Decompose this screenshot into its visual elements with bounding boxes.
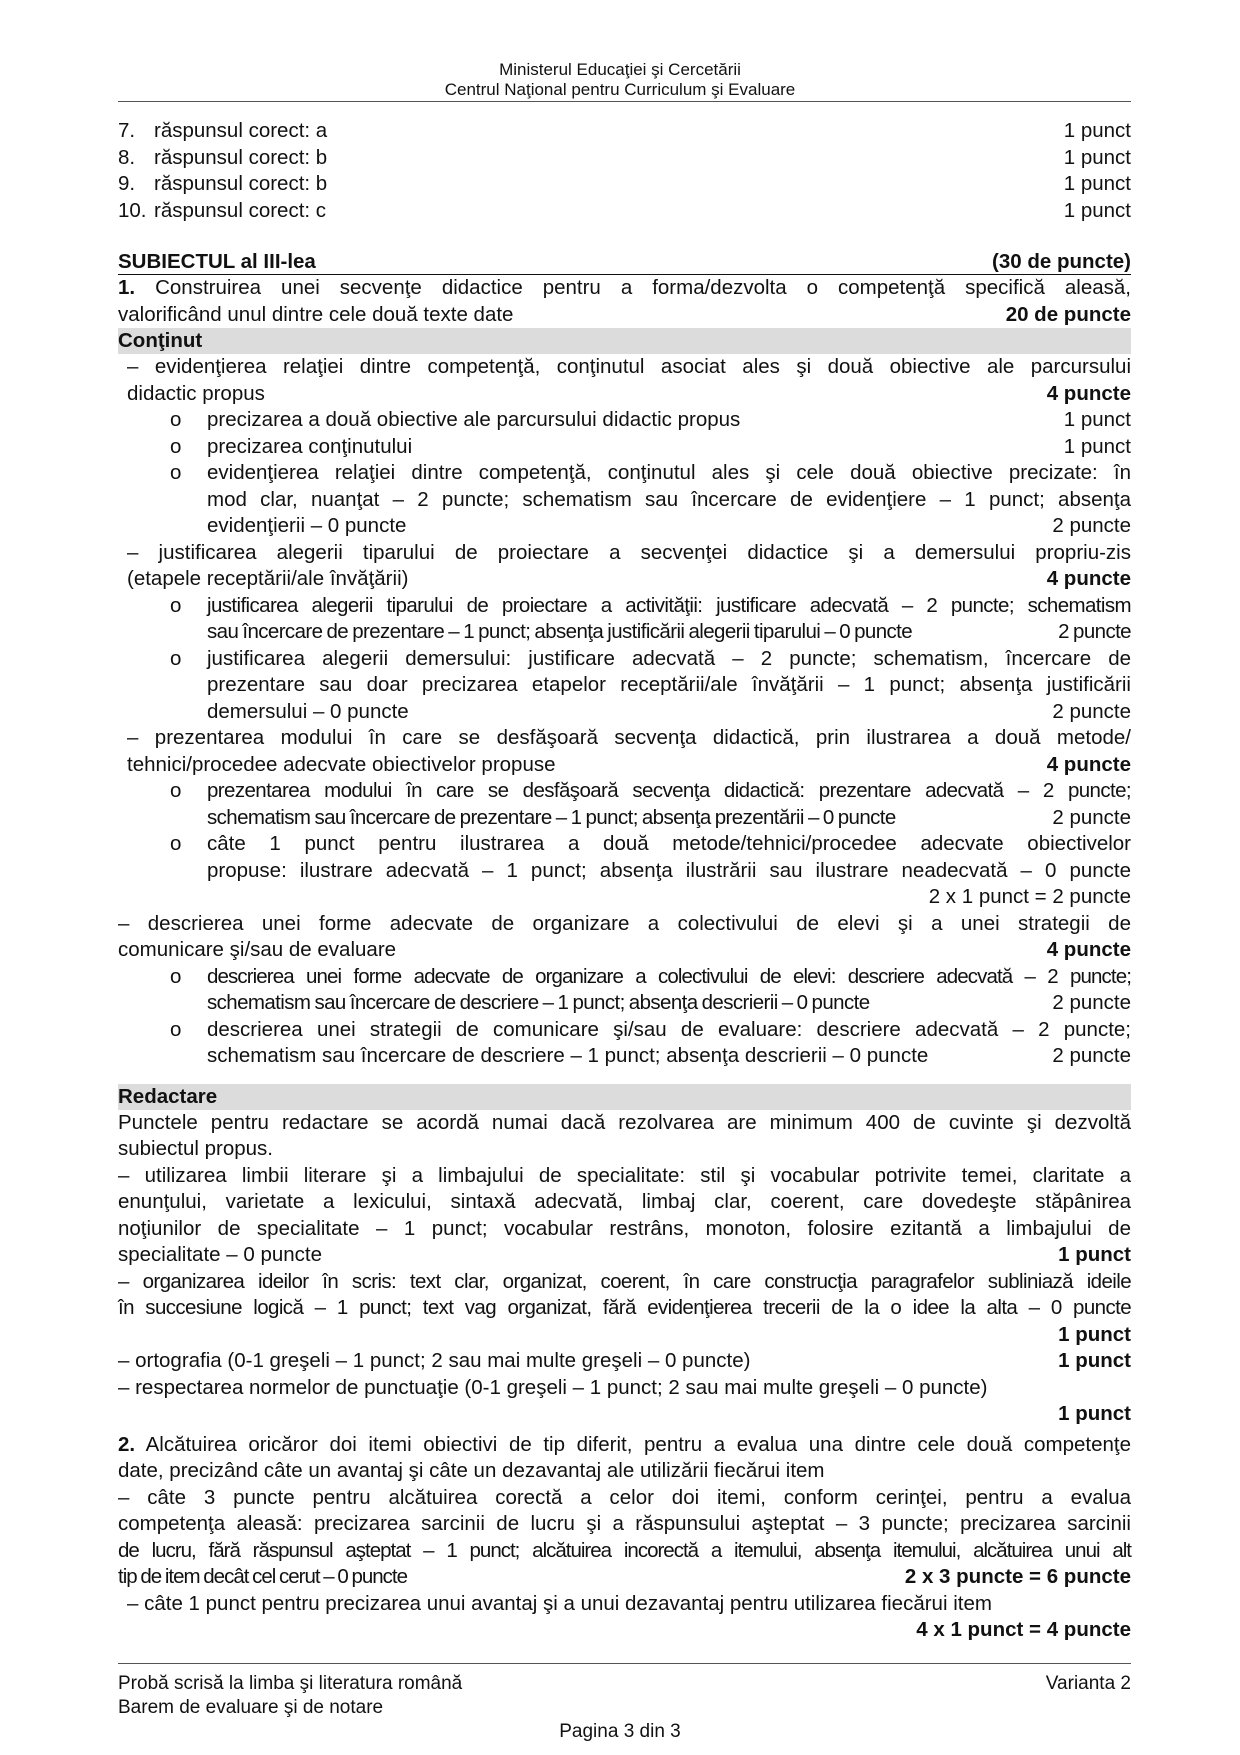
subject-title: SUBIECTUL al III-lea — [118, 250, 316, 273]
redactare-r1-points: 1 punct — [1058, 1243, 1131, 1266]
footer-barem: Barem de evaluare şi de notare — [118, 1697, 384, 1718]
criterion-1-line1: – evidenţierea relaţiei dintre competenţă, conţinutul asociat ales şi două obiective ale parcursului — [127, 355, 1131, 378]
criterion-1-line2: didactic propus — [127, 381, 265, 405]
footer-rule — [118, 1663, 1131, 1664]
criterion-4-line2: comunicare şi/sau de evaluare — [118, 938, 397, 961]
criterion-4-points: 4 puncte — [1046, 938, 1131, 961]
redactare-r3-points: 1 punct — [1058, 1349, 1131, 1372]
header-rule — [118, 101, 1131, 102]
sub-criterion: o justificarea alegerii tiparului de proiectare a activităţii: justificare adecvată – 2 puncte; schematism sau încercare de prezentare – 1 punct; absenţa justificării alegerii tiparului – 0 puncte 2 puncte — [170, 593, 1131, 643]
document-body: 7. răspunsul corect: a 1 punct 8. răspunsul corect: b 1 punct 9. răspunsul corect: b 1 punct 10. răspunsul corect: c 1 punct SUBIECTUL al III-lea (30 de puncte) 1. Construirea unei secvenţe didactice pentru a forma/dezvolta o competenţă specifică aleasă, valorificând unul dintre cele două texte date 20 de puncte Conţinut – evidenţierea relaţiei dintre competenţă, conţinutul asociat ales şi două obiective ale parcursului didactic propus 4 puncte o precizarea a două obiective ale parcursului didactic propus 1 punct o precizarea conţinutului 1 punct o evidenţierea relaţiei dintre competenţă, conţinutul ales şi cele două obiective precizate: în mod clar, nuanţat – 2 puncte; schematism sau încercare de evidenţiere – 1 punct; absenţa evidenţierii – 0 puncte 2 puncte – justificarea alegerii tiparului de proiectare a secvenţei didactice şi a demersului propriu-zis (etapele receptării/ale învăţării) 4 puncte o justificarea alegerii tiparului de proiectare a activităţii: justificare adecvată – 2 puncte; schematism sau încercare de prezentare – 1 punct; absenţa justificării alegerii tiparului – 0 puncte 2 puncte o justificarea alegerii demersului: justificare adecvată – 2 puncte; schematism, încercare de prezentare sau doar precizarea etapelor receptării/ale învăţării – 1 punct; absenţa justificării demersului – 0 puncte 2 puncte – prezentarea modului în care se desfăşoară secvenţa didactică, prin ilustrarea a două metode/ tehnici/procedee adecvate obiectivelor propuse 4 puncte o prezentarea modului în care se desfăşoară secvenţa didactică: prezentare adecvată – 2 puncte; schematism sau încercare de prezentare – 1 punct; absenţa prezentării – 0 puncte 2 puncte o câte 1 punct pentru ilustrarea a două metode/tehnici/procedee adecvate obiectivelor propuse: ilustrare adecvată – 1 punct; absenţa ilustrării sau ilustrare neadecvată – 0 puncte 2 x 1 punct = 2 puncte – descrierea unei forme adecvate de organizare a colectivului de elevi şi a unei strategii de comunicare şi/sau de evaluare 4 puncte o descrierea unei forme adecvate de organizare a colectivului de elevi: descriere adecvată – 2 puncte; schematism sau încercare de descriere – 1 punct; absenţa descrierii – 0 puncte 2 puncte o descrierea unei strategii de comunicare şi/sau de evaluare: descriere adecvată – 2 puncte; schematism sau încercare de descriere – 1 punct; absenţa descrierii – 0 puncte 2 puncte Redactare Punctele pentru redactare se acordă numai dacă rezolvarea are minimum 400 de cuvinte şi dezvoltă subiectul propus. – utilizarea limbii literare şi a limbajului de specialitate: stil şi vocabular potrivite temei, claritate a enunţului, varietate a lexicului, sintaxă adecvată, limbaj clar, coerent, care dovedeşte stăpânirea noţiunilor de specialitate – 1 punct; vocabular restrâns, monoton, folosire ezitantă a limbajului de specialitate – 0 puncte 1 punct – organizarea ideilor în scris: text clar, organizat, coerent, în care construcţia paragrafelor subliniază ideile în succesiune logică – 1 punct; text vag organizat, fără evidenţierea trecerii de la o idee la alta – 0 puncte 1 punct – ortografia (0-1 greşeli – 1 punct; 2 sau mai multe greşeli – 0 puncte) 1 punct – respectarea normelor de punctuaţie (0-1 greşeli – 1 punct; 2 sau mai multe greşeli – 0 puncte) 1 punct 2. Alcătuirea oricăror doi itemi obiectivi de tip diferit, pentru a evalua una dintre cele două competenţe date, precizând câte un avantaj şi câte un dezavantaj ale utilizării fiecărui item – câte 3 puncte pentru alcătuirea corectă a celor doi itemi, conform cerinţei, pentru a evalua competenţa aleasă: precizarea sarcinii de lucru şi a răspunsului aşteptat – 3 puncte; precizarea sarcinii de lucru, fără răspunsul aşteptat – 1 punct; alcătuirea incorectă a itemului, absenţa itemului, alcătuirea unui alt tip de item decât cel cerut – 0 puncte 2 x 3 puncte = 6 puncte – câte 1 punct pentru precizarea unui avantaj şi a unui dezavantaj pentru utilizarea fiecărui item 4 x 1 punct = 4 puncte — [118, 118, 1131, 1644]
criterion-4-line1: – descrierea unei forme adecvate de organizare a colectivului de elevi şi a unei strategii de — [118, 911, 1131, 935]
redactare-intro-line1: Punctele pentru redactare se acordă numai dacă rezolvarea are minimum 400 de cuvinte şi dezvoltă — [118, 1110, 1131, 1134]
sub-criterion: o precizarea conţinutului 1 punct — [170, 434, 1131, 458]
subject-points: (30 de puncte) — [992, 250, 1131, 273]
footer-row1 — [118, 1672, 1131, 1720]
sub-criterion: o justificarea alegerii demersului: justificare adecvată – 2 puncte; schematism, încercare de prezentare sau doar precizarea etapelor receptării/ale învăţării – 1 punct; absenţa justificării demersului – 0 puncte 2 puncte — [170, 646, 1131, 723]
section-redactare-heading: Redactare — [118, 1084, 1131, 1110]
criterion-2-line1: – justificarea alegerii tiparului de proiectare a secvenţei didactice şi a demersului propriu-zis — [127, 540, 1131, 564]
footer-page-number: Pagina 3 din 3 — [559, 1721, 681, 1742]
answer-list — [118, 118, 1131, 224]
item1 — [118, 275, 1131, 328]
answer-row: 7. răspunsul corect: a 1 punct — [118, 119, 1131, 142]
footer-variant: Varianta 2 — [1045, 1673, 1131, 1694]
redactare-intro-line2: subiectul propus. — [118, 1137, 273, 1160]
sub-criterion: o precizarea a două obiective ale parcursului didactic propus 1 punct — [170, 408, 1131, 431]
header-center: Centrul Naţional pentru Curriculum şi Evaluare — [444, 80, 796, 99]
redactare-r2-points: 1 punct — [1058, 1322, 1131, 1346]
footer-exam-title: Probă scrisă la limba şi literatura română — [118, 1673, 463, 1694]
subject-heading — [118, 250, 1131, 275]
sub-criterion: o câte 1 punct pentru ilustrarea a două metode/tehnici/procedee adecvate obiectivelor propuse: ilustrare adecvată – 1 punct; absenţa ilustrării sau ilustrare neadecvată – 0 puncte 2 x 1 punct = 2 puncte — [170, 832, 1131, 908]
answer-row: 8. răspunsul corect: b 1 punct — [118, 145, 1131, 169]
criterion-1-points: 4 puncte — [1046, 381, 1131, 405]
criterion-2-line2: (etapele receptării/ale învăţării) — [127, 567, 409, 590]
item1-number: 1. — [118, 276, 136, 299]
sub-criterion: o descrierea unei strategii de comunicare şi/sau de evaluare: descriere adecvată – 2 puncte; schematism sau încercare de descriere – 1 punct; absenţa descrierii – 0 puncte 2 puncte — [170, 1017, 1131, 1067]
section-continut-heading: Conţinut — [118, 328, 1131, 354]
item1-line2: valorificând unul dintre cele două texte date — [118, 302, 514, 326]
criterion-2-points: 4 puncte — [1046, 567, 1131, 590]
sub-criterion: o evidenţierea relaţiei dintre competenţă, conţinutul ales şi cele două obiective precizate: în mod clar, nuanţat – 2 puncte; schematism sau încercare de evidenţiere – 1 punct; absenţa evidenţierii – 0 puncte 2 puncte — [170, 461, 1131, 537]
item1-points: 20 de puncte — [1005, 302, 1131, 326]
header-ministry: Ministerul Educaţiei şi Cercetării — [499, 60, 741, 79]
item2-b1-points: 2 x 3 puncte = 6 puncte — [904, 1565, 1131, 1588]
sub-criterion: o descrierea unei forme adecvate de organizare a colectivului de elevi: descriere adecvată – 2 puncte; schematism sau încercare de descriere – 1 punct; absenţa descrierii – 0 puncte 2 puncte — [170, 964, 1131, 1014]
item1-line1: Construirea unei secvenţe didactice pentru a forma/dezvolta o competenţă specifică aleasă, — [155, 276, 1131, 299]
redactare-r4-points: 1 punct — [1058, 1402, 1131, 1425]
answer-row: 10. răspunsul corect: c 1 punct — [118, 198, 1131, 222]
criterion-3-line2: tehnici/procedee adecvate obiectivelor propuse — [127, 752, 556, 776]
item2-line2: date, precizând câte un avantaj şi câte un dezavantaj ale utilizării fiecărui item — [118, 1459, 825, 1482]
criterion-3-line1: – prezentarea modului în care se desfăşoară secvenţa didactică, prin ilustrarea a două metode/ — [127, 726, 1131, 749]
item2-line1: 2. Alcătuirea oricăror doi itemi obiectivi de tip diferit, pentru a evalua una dintre cele două competenţe — [118, 1432, 1131, 1456]
sub-criterion: o prezentarea modului în care se desfăşoară secvenţa didactică: prezentare adecvată – 2 puncte; schematism sau încercare de prezentare – 1 punct; absenţa prezentării – 0 puncte 2 puncte — [170, 779, 1131, 829]
answer-row: 9. răspunsul corect: b 1 punct — [118, 172, 1131, 195]
criterion-3-points: 4 puncte — [1046, 752, 1131, 776]
item2-b2-points: 4 x 1 punct = 4 puncte — [916, 1618, 1131, 1641]
